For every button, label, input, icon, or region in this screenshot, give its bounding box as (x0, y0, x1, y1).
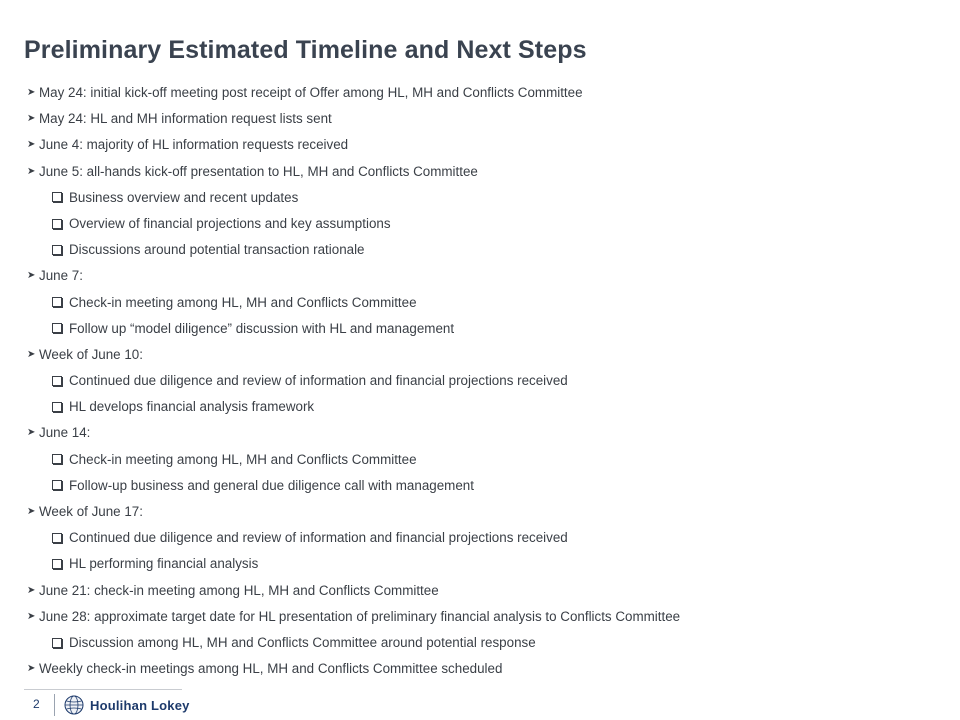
footer-rule (24, 689, 182, 690)
bullet-text: Continued due diligence and review of information and financial projections received (69, 373, 568, 389)
bullet-text: Discussion among HL, MH and Conflicts Committee around potential response (69, 634, 536, 650)
bullet-text: Continued due diligence and review of information and financial projections received (69, 530, 568, 546)
arrow-bullet-icon: ➤ (27, 427, 36, 439)
houlihan-lokey-logo (64, 695, 190, 715)
globe-icon (64, 695, 84, 715)
bullet-text: Check-in meeting among HL, MH and Conflicts Committee (69, 451, 417, 467)
bullet-item (27, 656, 947, 682)
sub-bullet-item (27, 447, 947, 473)
bullet-text: Business overview and recent updates (69, 189, 299, 205)
checkbox-bullet-icon (52, 323, 62, 333)
bullet-text: June 5: all-hands kick-off presentation to HL, MH and Conflicts Committee (39, 163, 478, 179)
sub-bullet-item (27, 551, 947, 577)
bullet-item (27, 342, 947, 368)
arrow-bullet-icon: ➤ (27, 610, 36, 622)
bullet-text: Discussions around potential transaction rationale (69, 242, 365, 258)
bullet-text: June 28: approximate target date for HL presentation of preliminary financial analysis to Conflicts Committee (39, 608, 681, 624)
bullet-text: June 4: majority of HL information requests received (39, 137, 349, 153)
sub-bullet-item (27, 368, 947, 394)
sub-bullet-item (27, 394, 947, 420)
checkbox-bullet-icon (52, 192, 62, 202)
sub-bullet-item (27, 316, 947, 342)
checkbox-bullet-icon (52, 376, 62, 386)
logo-text: Houlihan Lokey (90, 697, 190, 713)
bullet-item (27, 132, 947, 158)
bullet-text: Follow-up business and general due diligence call with management (69, 477, 474, 493)
bullet-item (27, 159, 947, 185)
bullet-text: Weekly check-in meetings among HL, MH and Conflicts Committee scheduled (39, 661, 503, 677)
arrow-bullet-icon: ➤ (27, 87, 36, 98)
bullet-text: Week of June 17: (39, 504, 143, 519)
bullet-item (27, 604, 947, 630)
arrow-bullet-icon: ➤ (27, 165, 36, 177)
checkbox-bullet-icon (52, 245, 62, 255)
arrow-bullet-icon: ➤ (27, 663, 36, 675)
bullet-item (27, 420, 947, 446)
bullet-text: HL develops financial analysis framework (69, 399, 315, 415)
bullet-item (27, 106, 947, 132)
sub-bullet-item (27, 630, 947, 656)
bullet-text: Follow up “model diligence” discussion with HL and management (69, 320, 455, 336)
bullet-text: June 21: check-in meeting among HL, MH and Conflicts Committee (39, 582, 439, 598)
bullet-item (27, 263, 947, 289)
bullet-text: Check-in meeting among HL, MH and Conflicts Committee (69, 294, 417, 310)
sub-bullet-item (27, 237, 947, 263)
bullet-text: Week of June 10: (39, 346, 143, 362)
bullet-text: May 24: HL and MH information request lists sent (39, 111, 332, 127)
page-title: Preliminary Estimated Timeline and Next Steps (24, 36, 587, 64)
checkbox-bullet-icon (52, 297, 62, 307)
checkbox-bullet-icon (52, 480, 62, 490)
checkbox-bullet-icon (52, 454, 62, 464)
checkbox-bullet-icon (52, 402, 62, 412)
bullet-item (27, 499, 947, 525)
sub-bullet-item (27, 525, 947, 551)
bullet-text: May 24: initial kick-off meeting post receipt of Offer among HL, MH and Conflicts Committee (39, 85, 583, 100)
checkbox-bullet-icon (52, 638, 62, 648)
sub-bullet-item (27, 211, 947, 237)
arrow-bullet-icon: ➤ (27, 113, 36, 125)
sub-bullet-item (27, 473, 947, 499)
arrow-bullet-icon: ➤ (27, 139, 36, 151)
bullet-text: June 14: (39, 425, 91, 441)
checkbox-bullet-icon (52, 533, 62, 543)
bullet-item (27, 80, 947, 106)
timeline-list (27, 80, 947, 682)
footer-divider (54, 694, 55, 716)
bullet-text: Overview of financial projections and key assumptions (69, 215, 391, 231)
arrow-bullet-icon: ➤ (27, 506, 36, 517)
bullet-text: HL performing financial analysis (69, 556, 259, 572)
page-number: 2 (33, 697, 40, 711)
sub-bullet-item (27, 185, 947, 211)
arrow-bullet-icon: ➤ (27, 270, 36, 282)
checkbox-bullet-icon (52, 559, 62, 569)
bullet-text: June 7: (39, 268, 83, 284)
sub-bullet-item (27, 290, 947, 316)
arrow-bullet-icon: ➤ (27, 584, 36, 596)
arrow-bullet-icon: ➤ (27, 348, 36, 360)
bullet-item (27, 578, 947, 604)
checkbox-bullet-icon (52, 219, 62, 229)
